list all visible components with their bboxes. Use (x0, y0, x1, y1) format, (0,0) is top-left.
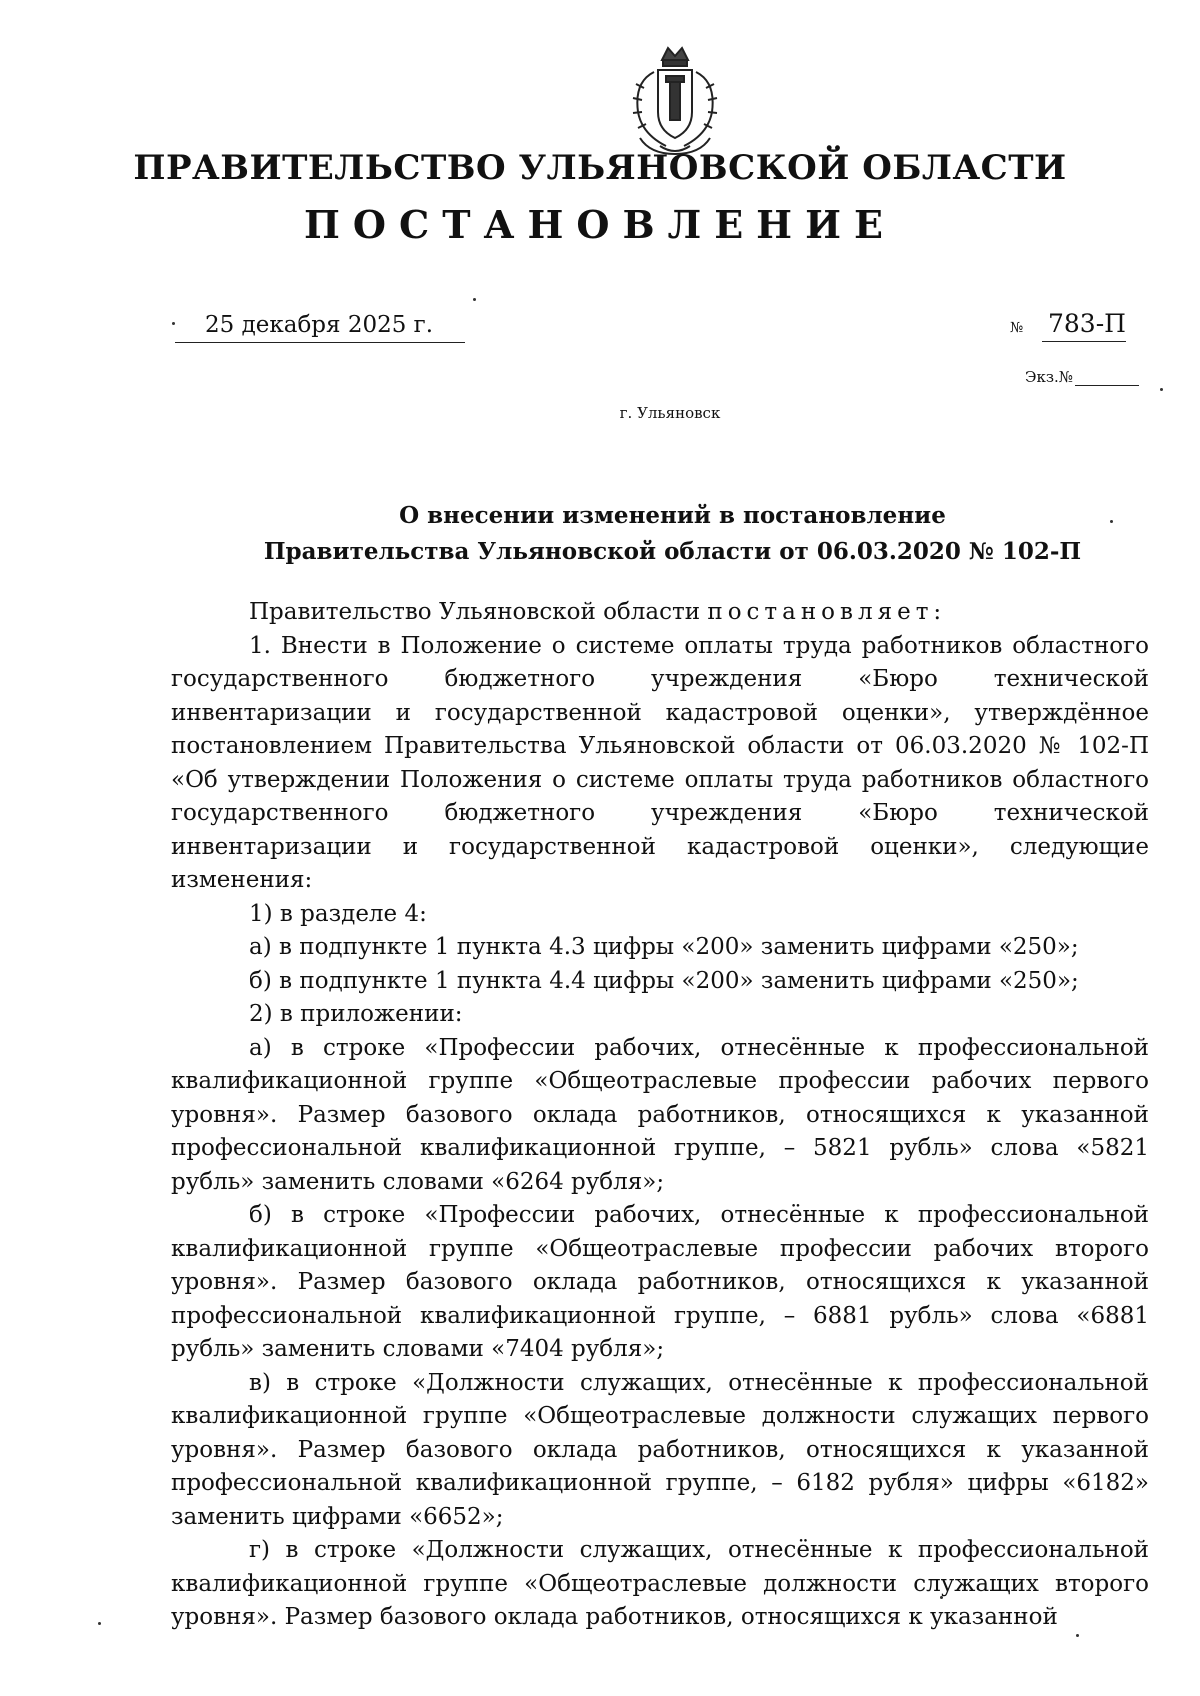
document-heading (0, 498, 1200, 570)
paragraph-8: в) в строке «Должности служащих, отнесённые к профессиональной квалификационной группе «Общеотраслевые должности служащих первого уровня». Размер базового оклада работников, относящихся к указанной профессиональной квалификационной группе, – 6182 рубля» цифры «6182» заменить цифрами «6652»; (171, 1369, 1149, 1530)
number-label: № (1010, 320, 1024, 336)
copy-label: Экз.№ (1025, 368, 1073, 386)
scan-speck (1110, 520, 1113, 523)
scan-speck (940, 1596, 943, 1599)
scan-speck (1160, 388, 1163, 391)
intro-verb: постановляет: (707, 599, 947, 625)
coat-of-arms-icon (620, 42, 730, 160)
paragraph-6: а) в строке «Профессии рабочих, отнесённые к профессиональной квалификационной группе «Общеотраслевые профессии рабочих первого уровня». Размер базового оклада работников, относящихся к указанной профессиональной квалификационной группе, – 5821 рубль» слова «5821 рубль» заменить словами «6264 рубля»; (171, 1034, 1149, 1195)
document-body (171, 596, 1149, 1635)
scan-speck (473, 298, 476, 301)
scan-speck (1076, 1634, 1079, 1637)
copy-number-field (1025, 368, 1139, 386)
intro-prefix: Правительство Ульяновской области (249, 599, 708, 625)
heading-line-2: Правительства Ульяновской области от 06.03.2020 № 102-П (263, 538, 1082, 565)
intro-paragraph (171, 596, 1149, 630)
paragraph-1: 1. Внести в Положение о системе оплаты труда работников областного государственного бюджетного учреждения «Бюро технической инвентаризации и государственной кадастровой оценки», утверждённое постановлением Правительства Ульяновской области от 06.03.2020 № 102-П «Об утверждении Положения о системе оплаты труда работников областного государственного бюджетного учреждения «Бюро технической инвентаризации и государственной кадастровой оценки», следующие изменения: (171, 632, 1149, 893)
date-underline (175, 342, 465, 343)
scan-speck (172, 322, 175, 325)
paragraph-4: б) в подпункте 1 пункта 4.4 цифры «200» заменить цифрами «250»; (249, 967, 1079, 994)
document-type: ПОСТАНОВЛЕНИЕ (304, 202, 896, 247)
paragraph-9: г) в строке «Должности служащих, отнесённые к профессиональной квалификационной группе «Общеотраслевые должности служащих второго уровня». Размер базового оклада работников, относящихся к указанной (171, 1537, 1149, 1630)
paragraph-7: б) в строке «Профессии рабочих, отнесённые к профессиональной квалификационной группе «Общеотраслевые профессии рабочих второго уровня». Размер базового оклада работников, относящихся к указанной профессиональной квалификационной группе, – 6881 рубль» слова «6881 рубль» заменить словами «7404 рубля»; (171, 1202, 1149, 1362)
government-title: ПРАВИТЕЛЬСТВО УЛЬЯНОВСКОЙ ОБЛАСТИ (133, 148, 1067, 188)
date-field (175, 308, 465, 343)
heading-line-1: О внесении изменений в постановление (399, 502, 946, 529)
paragraph-2: 1) в разделе 4: (249, 900, 427, 927)
document-number: 783-П (1042, 306, 1126, 342)
paragraph-5: 2) в приложении: (249, 1001, 463, 1027)
paragraph-3: а) в подпункте 1 пункта 4.3 цифры «200» заменить цифрами «250»; (249, 934, 1079, 960)
city-name: г. Ульяновск (619, 404, 721, 422)
scan-speck (98, 1622, 101, 1625)
document-date: 25 декабря 2025 г. (205, 312, 434, 338)
copy-underline (1075, 385, 1139, 386)
